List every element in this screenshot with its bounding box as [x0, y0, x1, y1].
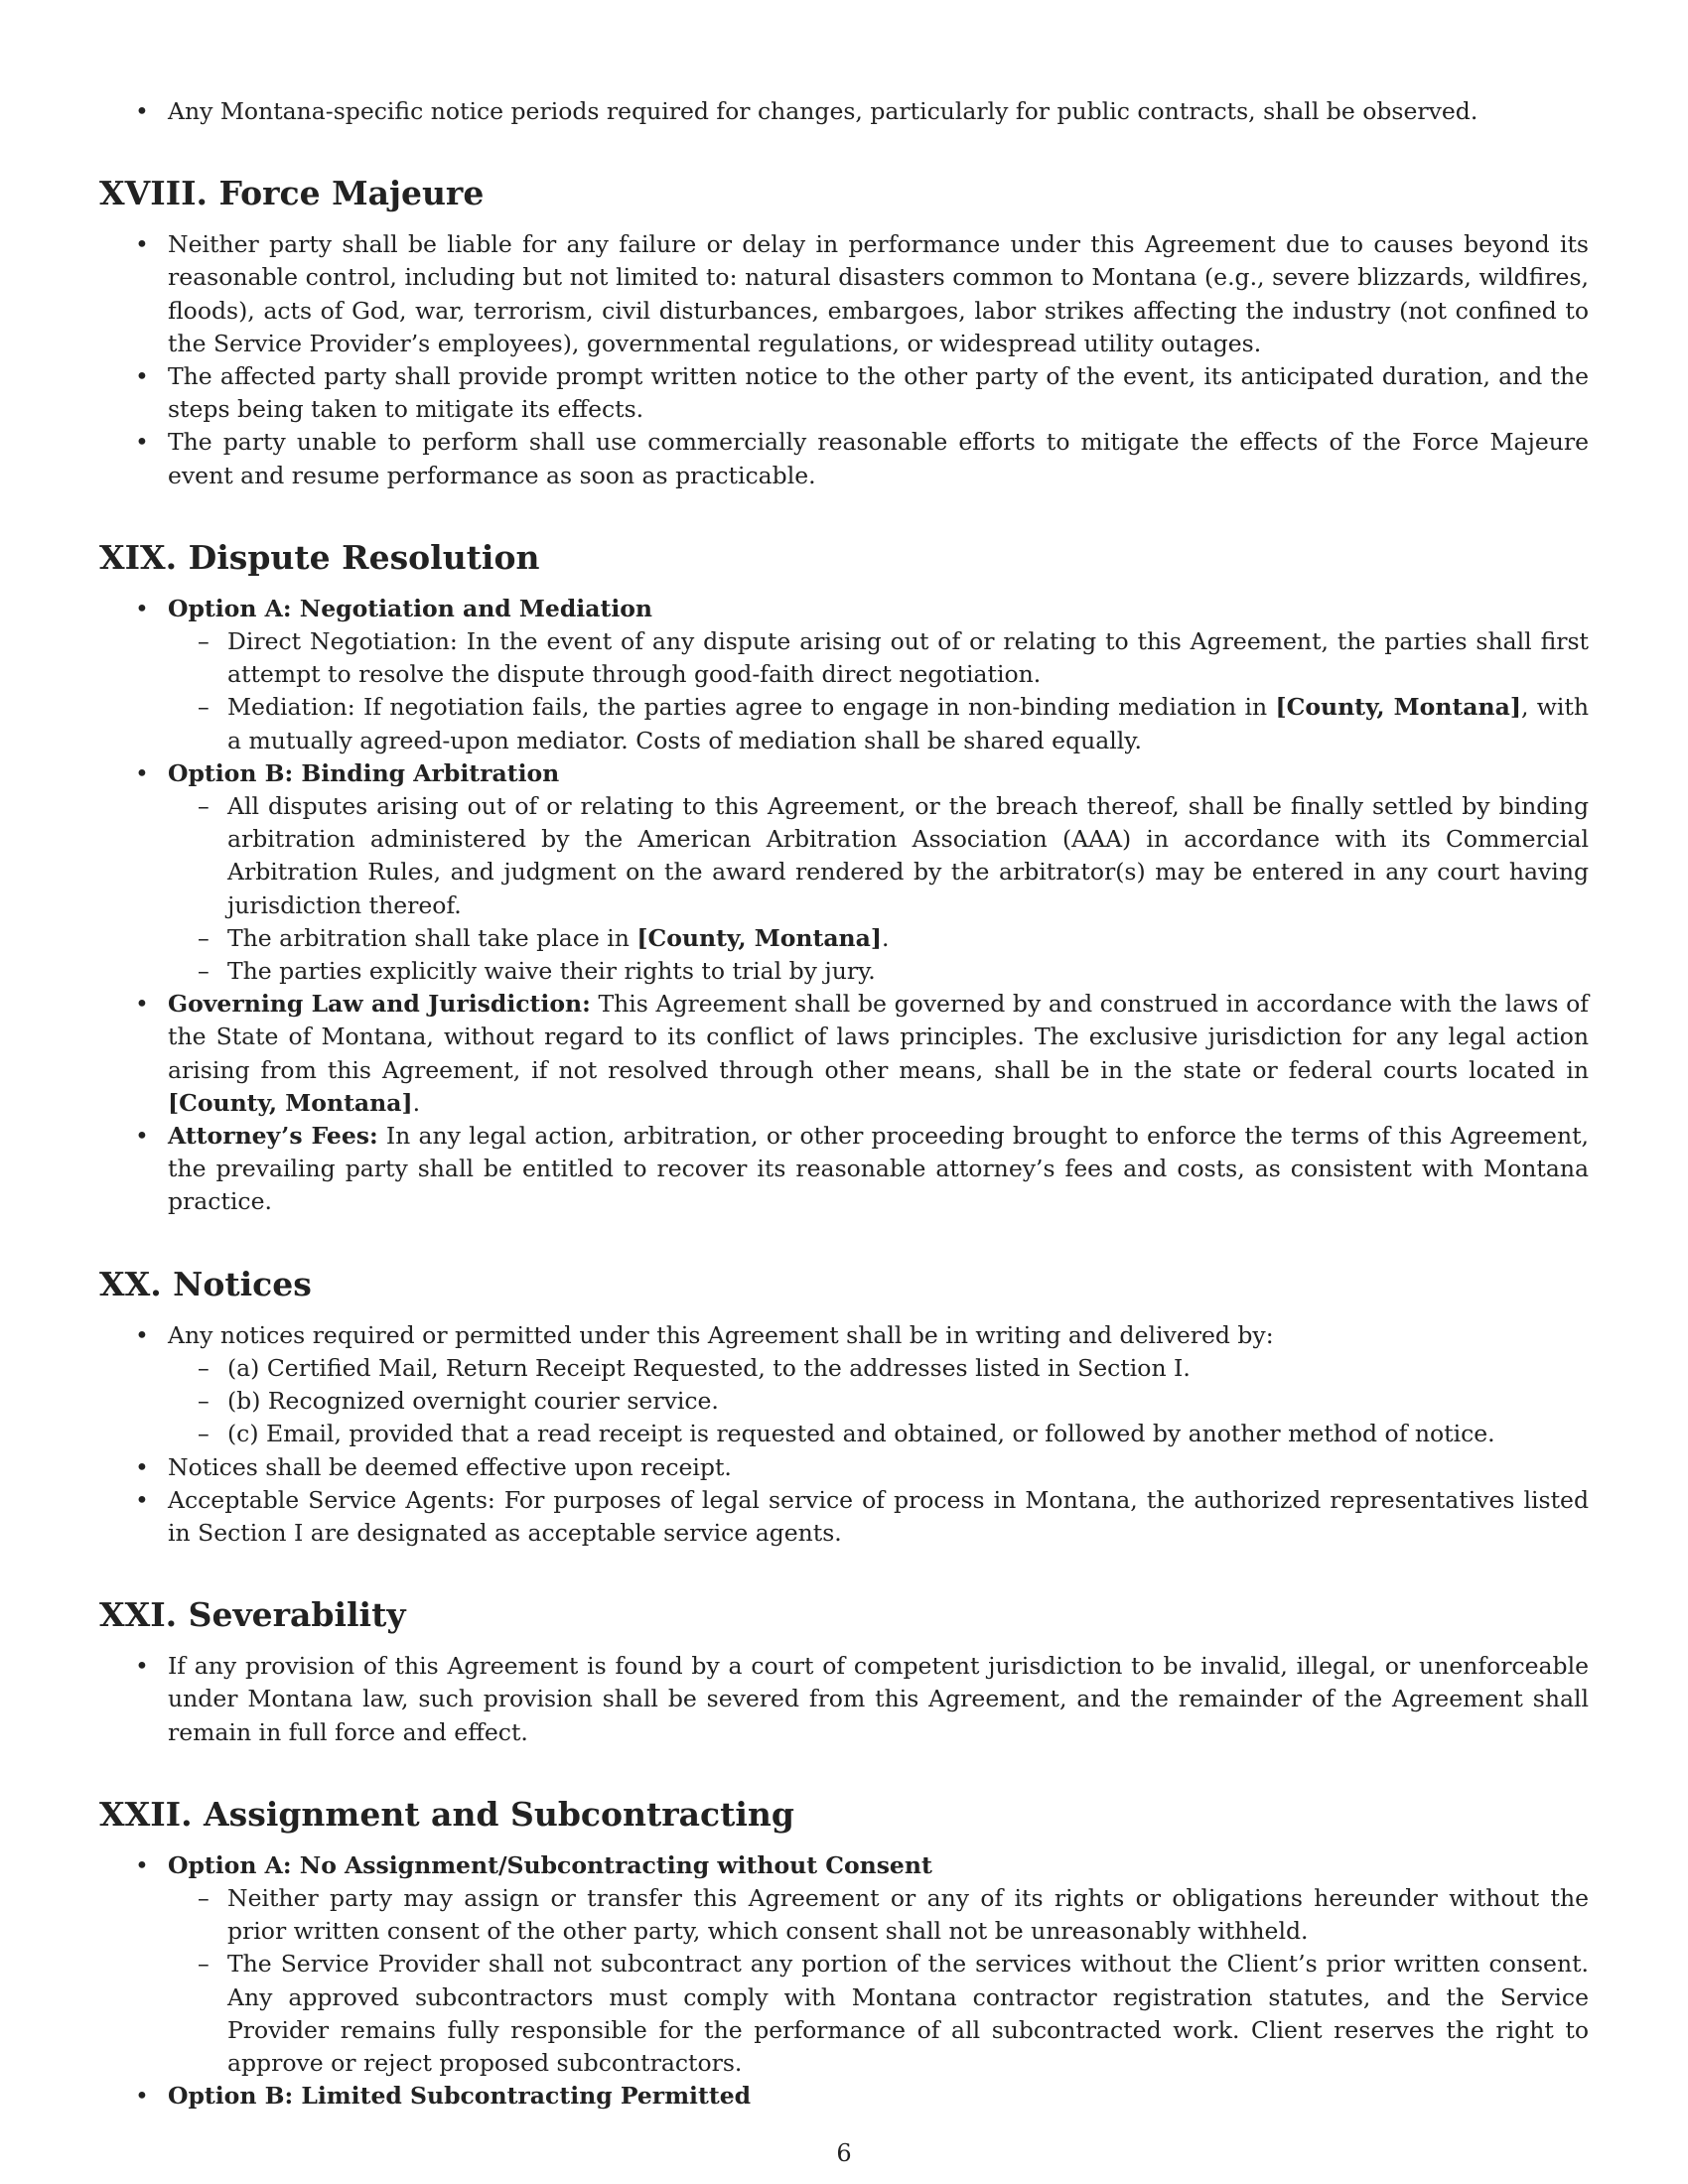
text: .: [881, 923, 890, 952]
section-heading-severability: XXI. Severability: [99, 1595, 406, 1635]
option-label: Option B: Limited Subcontracting Permitted: [168, 2082, 752, 2111]
list-item: [99, 757, 1589, 988]
sub-list: [168, 625, 1589, 757]
list-item: • Any Montana-specific notice periods required for changes, particularly for public contracts, shall be observed.: [99, 95, 1589, 128]
text: The arbitration shall take place in: [227, 923, 637, 952]
list-item: • Neither party shall be liable for any failure or delay in performance under this Agreement due to causes beyond its reasonable control, including but not limited to: natural disasters common to Montana (e.g., severe blizzards, wildfires, floods), acts of God, war, terrorism, civil disturbances, embargoes, labor strikes affecting the industry (not confined to the Service Provider’s employees), governmental regulations, or widespread utility outages.: [99, 228, 1589, 360]
top-list: [99, 95, 1589, 128]
list-item: [99, 1319, 1589, 1451]
section-heading-assignment: XXII. Assignment and Subcontracting: [99, 1794, 794, 1834]
page-number: 6: [836, 2139, 852, 2167]
option-label: Option B: Binding Arbitration: [168, 758, 560, 787]
list-item: • Acceptable Service Agents: For purposes of legal service of process in Montana, the authorized representatives listed in Section I are designated as acceptable service agents.: [99, 1484, 1589, 1550]
sub-item: – The Service Provider shall not subcontract any portion of the services without the Client’s prior written consent. Any approved subcontractors must comply with Montana contractor registration statutes, and the Service Provider remains fully responsible for the performance of all subcontracted work. Client reserves the right to approve or reject proposed subcontractors.: [168, 1948, 1589, 2080]
option-label: Option A: No Assignment/Subcontracting without Consent: [168, 1850, 932, 1879]
list-item: [99, 1120, 1589, 1219]
text: Mediation: If negotiation fails, the parties agree to engage in non-binding mediation in: [227, 693, 1276, 722]
placeholder-text: [County, Montana]: [168, 1088, 413, 1117]
text: , with a mutually agreed-upon mediator. Costs of mediation shall be shared equally.: [227, 693, 1589, 754]
list-item: • If any provision of this Agreement is found by a court of competent jurisdiction to be invalid, illegal, or unenforceable under Montana law, such provision shall be severed from this Agreement, and the remainder of the Agreement shall remain in full force and effect.: [99, 1650, 1589, 1749]
sub-item: – (b) Recognized overnight courier service.: [168, 1385, 1589, 1418]
sub-item: – All disputes arising out of or relating to this Agreement, or the breach thereof, shall be finally settled by binding arbitration administered by the American Arbitration Association (AAA) in accordance with its Commercial Arbitration Rules, and judgment on the award rendered by the arbitrator(s) may be entered in any court having jurisdiction thereof.: [168, 790, 1589, 922]
text: In any legal action, arbitration, or other proceeding brought to enforce the terms of this Agreement, the prevailing party shall be entitled to recover its reasonable attorney’s fees and costs, as consistent with Montana practice.: [168, 1122, 1589, 1216]
list-item: [99, 1849, 1589, 2080]
term-label: Attorney’s Fees:: [168, 1122, 378, 1151]
list-item: • Notices shall be deemed effective upon receipt.: [99, 1451, 1589, 1484]
placeholder-text: [County, Montana]: [1275, 693, 1521, 722]
sub-item: [168, 922, 1589, 955]
list-item: [99, 593, 1589, 757]
sub-item: – Direct Negotiation: In the event of any dispute arising out of or relating to this Agreement, the parties shall first attempt to resolve the dispute through good-faith direct negotiation.: [168, 625, 1589, 691]
text: This Agreement shall be governed by and construed in accordance with the laws of the State of Montana, without regard to its conflict of laws principles. The exclusive jurisdiction for any legal action arising from this Agreement, if not resolved through other means, shall be in the state or federal courts located in: [168, 990, 1589, 1084]
sub-item: – (c) Email, provided that a read receipt is requested and obtained, or followed by another method of notice.: [168, 1418, 1589, 1450]
severability-list: [99, 1650, 1589, 1749]
force-majeure-list: [99, 228, 1589, 492]
placeholder-text: [County, Montana]: [636, 923, 882, 952]
section-heading-dispute-resolution: XIX. Dispute Resolution: [99, 537, 540, 577]
list-item: [99, 2080, 1589, 2113]
list-item: • The affected party shall provide prompt written notice to the other party of the event, its anticipated duration, and the steps being taken to mitigate its effects.: [99, 360, 1589, 426]
list-item: [99, 988, 1589, 1120]
text: .: [412, 1088, 421, 1117]
notices-list: [99, 1319, 1589, 1550]
list-item: • The party unable to perform shall use commercially reasonable efforts to mitigate the effects of the Force Majeure event and resume performance as soon as practicable.: [99, 426, 1589, 491]
term-label: Governing Law and Jurisdiction:: [168, 990, 591, 1019]
assignment-list: [99, 1849, 1589, 2114]
sub-list: [168, 1882, 1589, 2080]
section-heading-notices: XX. Notices: [99, 1264, 312, 1303]
sub-item: – The parties explicitly waive their rights to trial by jury.: [168, 955, 1589, 988]
text: Any notices required or permitted under this Agreement shall be in writing and delivered by:: [168, 1320, 1274, 1349]
sub-item: – (a) Certified Mail, Return Receipt Requested, to the addresses listed in Section I.: [168, 1352, 1589, 1385]
sub-item: [168, 691, 1589, 756]
sub-list: [168, 1352, 1589, 1451]
option-label: Option A: Negotiation and Mediation: [168, 594, 653, 622]
section-heading-force-majeure: XVIII. Force Majeure: [99, 174, 485, 213]
sub-list: [168, 790, 1589, 988]
sub-item: – Neither party may assign or transfer this Agreement or any of its rights or obligations hereunder without the prior written consent of the other party, which consent shall not be unreasonably withheld.: [168, 1882, 1589, 1948]
dispute-resolution-list: [99, 593, 1589, 1219]
